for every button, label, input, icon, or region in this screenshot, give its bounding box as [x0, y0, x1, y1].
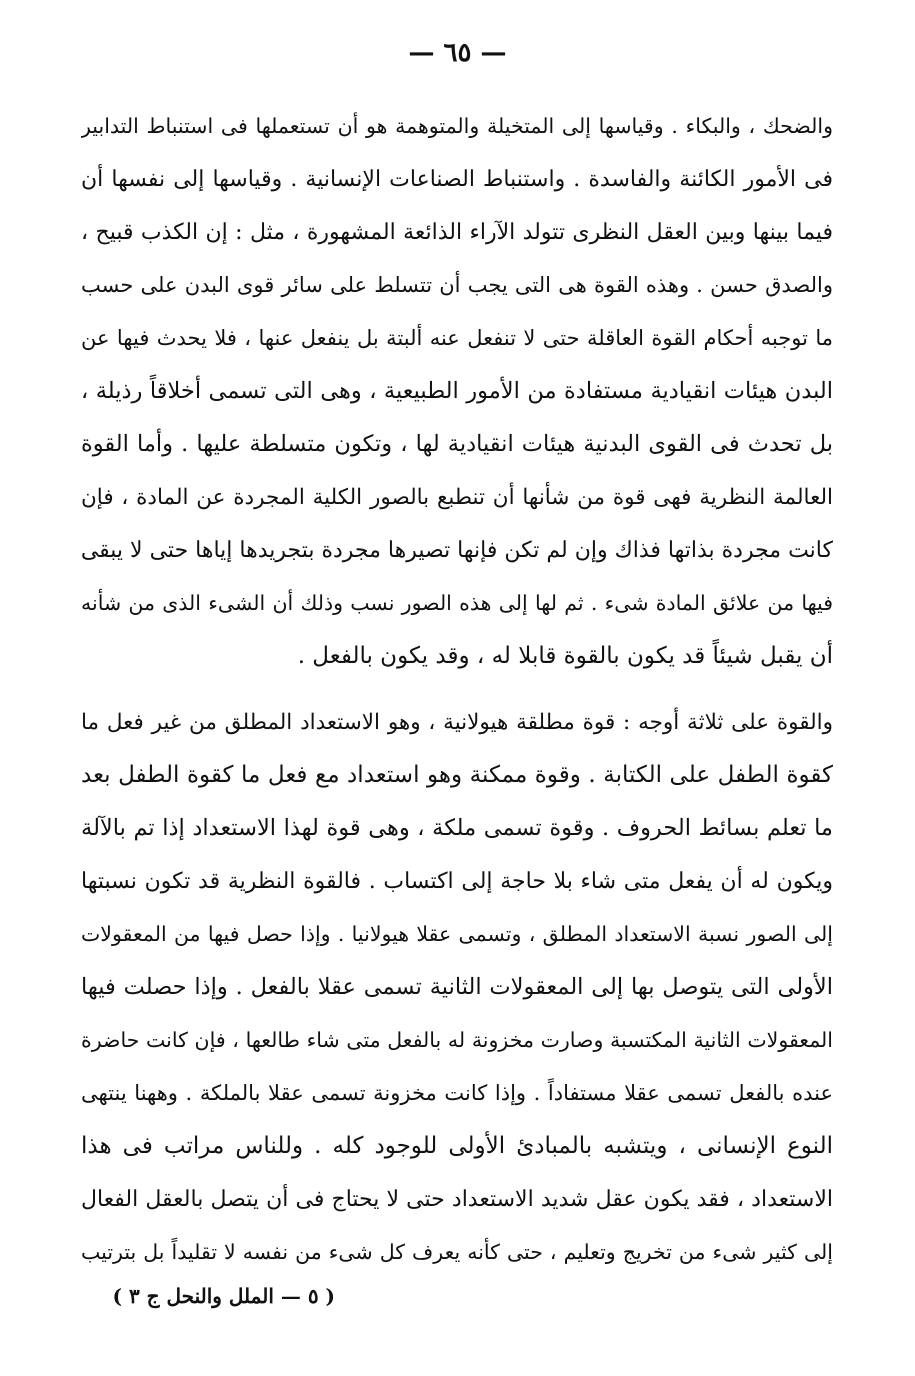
paragraph-2: [81, 696, 833, 1279]
text-line: الاستعداد ، فقد يكون عقل شديد الاستعداد حتى لا يحتاج فى أن يتصل بالعقل الفعال: [81, 1187, 833, 1212]
text-line: النوع الإنسانى ، ويتشبه بالمبادئ الأولى للوجود كله . وللناس مراتب فى هذا: [81, 1133, 833, 1159]
text-line: كقوة الطفل على الكتابة . وقوة ممكنة وهو استعداد مع فعل ما كقوة الطفل بعد: [81, 762, 833, 788]
text-line: فى الأمور الكائنة والفاسدة . واستنباط الصناعات الإنسانية . وقياسها إلى نفسها أن: [81, 167, 833, 192]
text-line: البدن هيئات انقيادية مستفادة من الأمور الطبيعية ، وهى التى تسمى أخلاقاً رذيلة ،: [81, 378, 833, 404]
text-line: عنده بالفعل تسمى عقلا مستفاداً . وإذا كانت مخزونة تسمى عقلا بالملكة . وههنا ينتهى: [81, 1081, 833, 1105]
text-line: ما توجبه أحكام القوة العاقلة حتى لا تنفعل عنه ألبتة بل ينفعل عنها ، فلا يحدث فيها عن: [81, 326, 833, 350]
text-line: كانت مجردة بذاتها فذاك وإن لم تكن فإنها تصيرها مجردة بتجريدها إياها حتى لا يبقى: [81, 538, 833, 563]
text-line: بل تحدث فى القوى البدنية هيئات انقيادية لها ، وتكون متسلطة عليها . وأما القوة: [81, 431, 833, 457]
text-line: ما تعلم بسائط الحروف . وقوة تسمى ملكة ، وهى قوة لهذا الاستعداد إذا تم بالآلة: [81, 815, 833, 841]
text-line: والقوة على ثلاثة أوجه : قوة مطلقة هيولانية ، وهو الاستعداد المطلق من غير فعل ما: [81, 710, 833, 735]
text-line: إلى كثير شىء من تخريج وتعليم ، حتى كأنه يعرف كل شىء من نفسه لا تقليداً بل بترتيب: [81, 1240, 833, 1264]
text-line: فيها من علائق المادة شىء . ثم لها إلى هذه الصور نسب وذلك أن الشىء الذى من شأنه: [81, 591, 833, 615]
text-line: والصدق حسن . وهذه القوة هى التى يجب أن تتسلط على سائر قوى البدن على حسب: [81, 273, 833, 297]
text-line: فيما بينها وبين العقل النظرى تتولد الآراء الذائعة المشهورة ، مثل : إن الكذب قبيح ،: [81, 220, 833, 245]
page-number: — ٦٥ —: [408, 38, 507, 68]
footer-signature: ( ٥ — الملل والنحل ج ٣ ): [112, 1284, 335, 1308]
text-line: الأولى التى يتوصل بها إلى المعقولات الثانية تسمى عقلا بالفعل . وإذا حصلت فيها: [81, 974, 833, 1000]
text-line: المعقولات الثانية المكتسبة وصارت مخزونة له بالفعل متى شاء طالعها ، فإن كانت حاضرة: [81, 1028, 833, 1052]
text-line: العالمة النظرية فهى قوة من شأنها أن تنطبع بالصور الكلية المجردة عن المادة ، فإن: [81, 485, 833, 510]
text-line: أن يقبل شيئاً قد يكون بالقوة قابلا له ، وقد يكون بالفعل .: [297, 643, 833, 669]
paragraph-1: [81, 100, 833, 683]
text-line: والضحك ، والبكاء . وقياسها إلى المتخيلة والمتوهمة هو أن تستعملها فى استنباط التدابير: [81, 114, 833, 138]
text-line: إلى الصور نسبة الاستعداد المطلق ، وتسمى عقلا هيولانيا . وإذا حصل فيها من المعقولات: [81, 922, 833, 946]
text-line: ويكون له أن يفعل متى شاء بلا حاجة إلى اكتساب . فالقوة النظرية قد تكون نسبتها: [81, 869, 833, 894]
